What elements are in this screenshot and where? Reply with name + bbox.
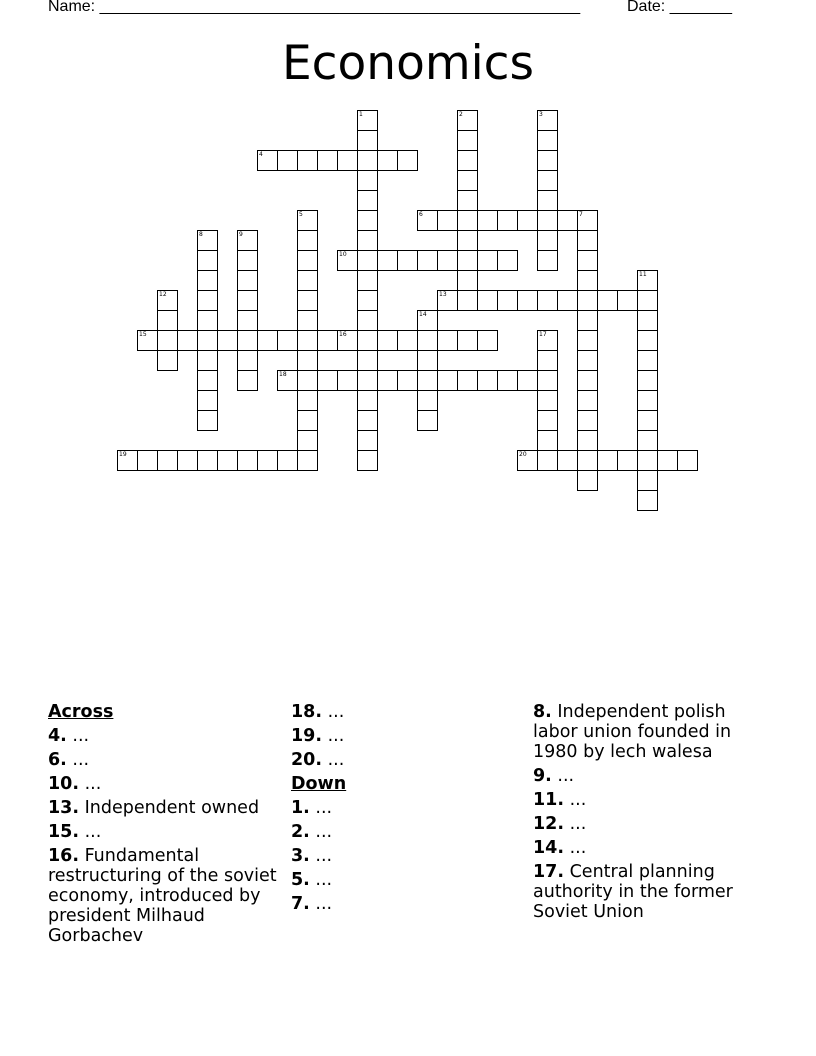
grid-cell[interactable]: [557, 210, 578, 231]
grid-cell[interactable]: [377, 330, 398, 351]
grid-cell[interactable]: [557, 290, 578, 311]
grid-cell[interactable]: [637, 270, 658, 291]
date-field-label: Date: _______: [627, 0, 732, 15]
clue-number-label: 5.: [291, 870, 310, 890]
grid-cell[interactable]: [197, 370, 218, 391]
grid-cell[interactable]: [217, 450, 238, 471]
grid-cell[interactable]: [417, 330, 438, 351]
clue-item: [48, 726, 278, 746]
grid-cell[interactable]: [297, 350, 318, 371]
grid-cell[interactable]: [237, 270, 258, 291]
grid-cell[interactable]: [417, 350, 438, 371]
grid-cell[interactable]: [237, 450, 258, 471]
grid-cell[interactable]: [577, 350, 598, 371]
grid-cell[interactable]: [257, 450, 278, 471]
grid-cell[interactable]: [297, 250, 318, 271]
grid-cell[interactable]: [357, 430, 378, 451]
clue-number: 13: [439, 291, 447, 298]
grid-cell[interactable]: [617, 450, 638, 471]
grid-cell[interactable]: [537, 150, 558, 171]
grid-cell[interactable]: [297, 290, 318, 311]
clue-number-label: 2.: [291, 822, 310, 842]
clue-item: [291, 894, 511, 914]
clue-text: ...: [309, 798, 333, 818]
clue-item: [533, 702, 763, 762]
grid-cell[interactable]: [497, 210, 518, 231]
grid-cell[interactable]: [477, 210, 498, 231]
grid-cell[interactable]: [637, 310, 658, 331]
clue-number-label: 20.: [291, 750, 323, 770]
grid-cell[interactable]: [357, 310, 378, 331]
grid-cell[interactable]: [437, 370, 458, 391]
grid-cell[interactable]: [357, 350, 378, 371]
clue-text: Independent owned: [79, 798, 260, 818]
clue-item: [291, 870, 511, 890]
grid-cell[interactable]: [377, 150, 398, 171]
clue-item: [48, 846, 278, 946]
grid-cell[interactable]: [537, 410, 558, 431]
clue-text: ...: [309, 870, 333, 890]
grid-cell[interactable]: [537, 190, 558, 211]
grid-cell[interactable]: [397, 370, 418, 391]
grid-cell[interactable]: [197, 290, 218, 311]
grid-cell[interactable]: [337, 150, 358, 171]
clue-number-label: 8.: [533, 702, 552, 722]
grid-cell[interactable]: [577, 390, 598, 411]
across-heading: Across: [48, 702, 114, 722]
clue-number: 3: [539, 111, 543, 118]
name-field-label: Name: ______________________________________________________: [48, 0, 581, 15]
grid-cell[interactable]: [457, 150, 478, 171]
clue-text: ...: [564, 790, 587, 810]
grid-cell[interactable]: [577, 430, 598, 451]
grid-cell[interactable]: [237, 310, 258, 331]
clue-number: 2: [459, 111, 463, 118]
grid-cell[interactable]: [457, 170, 478, 191]
across-clue-list: [48, 726, 278, 946]
clue-item: [291, 726, 511, 746]
clue-number-label: 14.: [533, 838, 565, 858]
grid-cell[interactable]: [457, 110, 478, 131]
grid-cell[interactable]: [457, 130, 478, 151]
grid-cell[interactable]: [137, 330, 158, 351]
grid-cell[interactable]: [157, 310, 178, 331]
grid-cell[interactable]: [297, 310, 318, 331]
clue-item: [48, 822, 278, 842]
grid-cell[interactable]: [637, 290, 658, 311]
grid-cell[interactable]: [237, 250, 258, 271]
clue-number-label: 7.: [291, 894, 310, 914]
grid-cell[interactable]: [537, 230, 558, 251]
clue-text: Fundamental restructuring of the soviet economy, introduced by president Milhaud Gorbachev: [48, 846, 277, 946]
clue-number: 10: [339, 251, 347, 258]
clue-number: 16: [339, 331, 347, 338]
grid-cell[interactable]: [637, 330, 658, 351]
grid-cell[interactable]: [257, 150, 278, 171]
grid-cell[interactable]: [297, 330, 318, 351]
grid-cell[interactable]: [357, 130, 378, 151]
clue-item: [291, 798, 511, 818]
clue-number: 8: [199, 231, 203, 238]
down-clue-list: [291, 798, 511, 914]
grid-cell[interactable]: [117, 450, 138, 471]
grid-cell[interactable]: [357, 390, 378, 411]
grid-cell[interactable]: [537, 110, 558, 131]
grid-cell[interactable]: [537, 370, 558, 391]
grid-cell[interactable]: [357, 290, 378, 311]
grid-cell[interactable]: [537, 130, 558, 151]
grid-cell[interactable]: [417, 370, 438, 391]
grid-cell[interactable]: [457, 330, 478, 351]
grid-cell[interactable]: [237, 230, 258, 251]
clue-item: [48, 774, 278, 794]
grid-cell[interactable]: [477, 250, 498, 271]
clue-number-label: 11.: [533, 790, 565, 810]
clue-number: 5: [299, 211, 303, 218]
clue-number: 9: [239, 231, 243, 238]
clues-column-3: [533, 702, 763, 926]
grid-cell[interactable]: [257, 330, 278, 351]
grid-cell[interactable]: [457, 270, 478, 291]
grid-cell[interactable]: [357, 230, 378, 251]
clue-number-label: 16.: [48, 846, 80, 866]
grid-cell[interactable]: [317, 150, 338, 171]
grid-cell[interactable]: [577, 330, 598, 351]
grid-cell[interactable]: [637, 450, 658, 471]
clue-number-label: 18.: [291, 702, 323, 722]
grid-cell[interactable]: [237, 330, 258, 351]
clue-number: 14: [419, 311, 427, 318]
grid-cell[interactable]: [637, 350, 658, 371]
grid-cell[interactable]: [457, 230, 478, 251]
grid-cell[interactable]: [297, 390, 318, 411]
clue-number-label: 3.: [291, 846, 310, 866]
grid-cell[interactable]: [357, 110, 378, 131]
grid-cell[interactable]: [297, 410, 318, 431]
grid-cell[interactable]: [237, 350, 258, 371]
clue-number-label: 12.: [533, 814, 565, 834]
grid-cell[interactable]: [577, 450, 598, 471]
grid-cell[interactable]: [637, 410, 658, 431]
clue-item: [291, 750, 511, 770]
grid-cell[interactable]: [197, 270, 218, 291]
clue-item: [48, 798, 278, 818]
clue-item: [48, 750, 278, 770]
grid-cell[interactable]: [457, 210, 478, 231]
grid-cell[interactable]: [457, 290, 478, 311]
grid-cell[interactable]: [577, 290, 598, 311]
grid-cell[interactable]: [157, 330, 178, 351]
grid-cell[interactable]: [437, 290, 458, 311]
grid-cell[interactable]: [417, 310, 438, 331]
clue-number-label: 4.: [48, 726, 67, 746]
grid-cell[interactable]: [457, 190, 478, 211]
grid-cell[interactable]: [417, 210, 438, 231]
grid-cell[interactable]: [377, 370, 398, 391]
clue-number: 19: [119, 451, 127, 458]
grid-cell[interactable]: [577, 270, 598, 291]
grid-cell[interactable]: [357, 170, 378, 191]
clue-text: ...: [564, 838, 587, 858]
grid-cell[interactable]: [657, 450, 678, 471]
clue-text: ...: [309, 846, 333, 866]
grid-cell[interactable]: [337, 370, 358, 391]
grid-cell[interactable]: [357, 330, 378, 351]
clue-number: 6: [419, 211, 423, 218]
grid-cell[interactable]: [637, 370, 658, 391]
grid-cell[interactable]: [177, 450, 198, 471]
grid-cell[interactable]: [497, 250, 518, 271]
grid-cell[interactable]: [197, 310, 218, 331]
clue-item: [291, 846, 511, 866]
clue-item: [291, 702, 511, 722]
clue-text: Central planning authority in the former Soviet Union: [533, 862, 733, 922]
grid-cell[interactable]: [537, 170, 558, 191]
grid-cell[interactable]: [537, 250, 558, 271]
clue-item: [291, 822, 511, 842]
clue-text: ...: [66, 750, 90, 770]
grid-cell[interactable]: [197, 230, 218, 251]
grid-cell[interactable]: [537, 430, 558, 451]
grid-cell[interactable]: [217, 330, 238, 351]
grid-cell[interactable]: [437, 330, 458, 351]
grid-cell[interactable]: [537, 210, 558, 231]
clue-number-label: 1.: [291, 798, 310, 818]
grid-cell[interactable]: [597, 290, 618, 311]
grid-cell[interactable]: [637, 470, 658, 491]
clue-item: [533, 814, 763, 834]
grid-cell[interactable]: [357, 210, 378, 231]
grid-cell[interactable]: [277, 150, 298, 171]
grid-cell[interactable]: [197, 410, 218, 431]
grid-cell[interactable]: [137, 450, 158, 471]
grid-cell[interactable]: [237, 370, 258, 391]
grid-cell[interactable]: [557, 450, 578, 471]
grid-cell[interactable]: [637, 430, 658, 451]
clue-item: [533, 766, 763, 786]
grid-cell[interactable]: [157, 450, 178, 471]
grid-cell[interactable]: [377, 250, 398, 271]
grid-cell[interactable]: [357, 190, 378, 211]
grid-cell[interactable]: [537, 390, 558, 411]
grid-cell[interactable]: [277, 370, 298, 391]
grid-cell[interactable]: [297, 370, 318, 391]
clues-column-2: [291, 702, 511, 918]
clues-column-1: [48, 702, 278, 950]
clue-text: ...: [309, 894, 333, 914]
clue-number: 15: [139, 331, 147, 338]
grid-cell[interactable]: [277, 330, 298, 351]
across-clue-list-continued: [291, 702, 511, 770]
clue-number: 11: [639, 271, 647, 278]
clue-text: ...: [322, 702, 345, 722]
grid-cell[interactable]: [197, 350, 218, 371]
grid-cell[interactable]: [357, 410, 378, 431]
clue-number: 1: [359, 111, 363, 118]
clue-number: 12: [159, 291, 167, 298]
grid-cell[interactable]: [297, 450, 318, 471]
clue-number-label: 15.: [48, 822, 80, 842]
grid-cell[interactable]: [517, 370, 538, 391]
grid-cell[interactable]: [177, 330, 198, 351]
grid-cell[interactable]: [457, 250, 478, 271]
grid-cell[interactable]: [297, 430, 318, 451]
grid-cell[interactable]: [417, 250, 438, 271]
clue-number: 4: [259, 151, 263, 158]
grid-cell[interactable]: [357, 250, 378, 271]
grid-cell[interactable]: [437, 250, 458, 271]
grid-cell[interactable]: [317, 330, 338, 351]
clue-text: ...: [322, 726, 345, 746]
clue-item: [533, 862, 763, 922]
grid-cell[interactable]: [677, 450, 698, 471]
grid-cell[interactable]: [537, 350, 558, 371]
grid-cell[interactable]: [577, 250, 598, 271]
grid-cell[interactable]: [637, 490, 658, 511]
grid-cell[interactable]: [497, 290, 518, 311]
grid-cell[interactable]: [577, 310, 598, 331]
grid-cell[interactable]: [577, 470, 598, 491]
grid-cell[interactable]: [317, 370, 338, 391]
clue-text: ...: [322, 750, 345, 770]
grid-cell[interactable]: [517, 210, 538, 231]
grid-cell[interactable]: [357, 450, 378, 471]
grid-cell[interactable]: [157, 290, 178, 311]
grid-cell[interactable]: [357, 370, 378, 391]
grid-cell[interactable]: [357, 150, 378, 171]
grid-cell[interactable]: [577, 370, 598, 391]
grid-cell[interactable]: [297, 150, 318, 171]
clue-text: ...: [79, 774, 102, 794]
grid-cell[interactable]: [297, 210, 318, 231]
clue-item: [533, 790, 763, 810]
grid-cell[interactable]: [577, 410, 598, 431]
clue-text: ...: [79, 822, 102, 842]
grid-cell[interactable]: [157, 350, 178, 371]
clue-number-label: 17.: [533, 862, 565, 882]
grid-cell[interactable]: [297, 270, 318, 291]
clue-number: 17: [539, 331, 547, 338]
clue-number-label: 6.: [48, 750, 67, 770]
clue-text: ...: [551, 766, 575, 786]
grid-cell[interactable]: [237, 290, 258, 311]
grid-cell[interactable]: [537, 290, 558, 311]
grid-cell[interactable]: [337, 250, 358, 271]
grid-cell[interactable]: [477, 290, 498, 311]
grid-cell[interactable]: [397, 250, 418, 271]
clue-number-label: 9.: [533, 766, 552, 786]
grid-cell[interactable]: [417, 410, 438, 431]
down-clue-list-continued: [533, 702, 763, 922]
grid-cell[interactable]: [517, 450, 538, 471]
grid-cell[interactable]: [577, 210, 598, 231]
grid-cell[interactable]: [277, 450, 298, 471]
page-title: Economics: [281, 36, 534, 91]
clue-number-label: 19.: [291, 726, 323, 746]
clue-item: [533, 838, 763, 858]
grid-cell[interactable]: [417, 390, 438, 411]
grid-cell[interactable]: [337, 330, 358, 351]
grid-cell[interactable]: [537, 330, 558, 351]
down-heading: Down: [291, 774, 347, 794]
clue-number: 18: [279, 371, 287, 378]
grid-cell[interactable]: [477, 330, 498, 351]
grid-cell[interactable]: [517, 290, 538, 311]
clue-text: ...: [564, 814, 587, 834]
grid-cell[interactable]: [497, 370, 518, 391]
grid-cell[interactable]: [537, 450, 558, 471]
grid-cell[interactable]: [617, 290, 638, 311]
clue-number-label: 13.: [48, 798, 80, 818]
grid-cell[interactable]: [397, 150, 418, 171]
grid-cell[interactable]: [197, 250, 218, 271]
grid-cell[interactable]: [457, 370, 478, 391]
clue-text: Independent polish labor union founded in 1980 by lech walesa: [533, 702, 732, 762]
clue-number: 7: [579, 211, 583, 218]
clue-number-label: 10.: [48, 774, 80, 794]
grid-cell[interactable]: [197, 390, 218, 411]
grid-cell[interactable]: [357, 270, 378, 291]
grid-cell[interactable]: [197, 330, 218, 351]
grid-cell[interactable]: [637, 390, 658, 411]
grid-cell[interactable]: [197, 450, 218, 471]
grid-cell[interactable]: [297, 230, 318, 251]
grid-cell[interactable]: [397, 330, 418, 351]
grid-cell[interactable]: [437, 210, 458, 231]
grid-cell[interactable]: [477, 370, 498, 391]
clue-text: ...: [66, 726, 90, 746]
clue-text: ...: [309, 822, 333, 842]
grid-cell[interactable]: [597, 450, 618, 471]
grid-cell[interactable]: [577, 230, 598, 251]
clue-number: 20: [519, 451, 527, 458]
